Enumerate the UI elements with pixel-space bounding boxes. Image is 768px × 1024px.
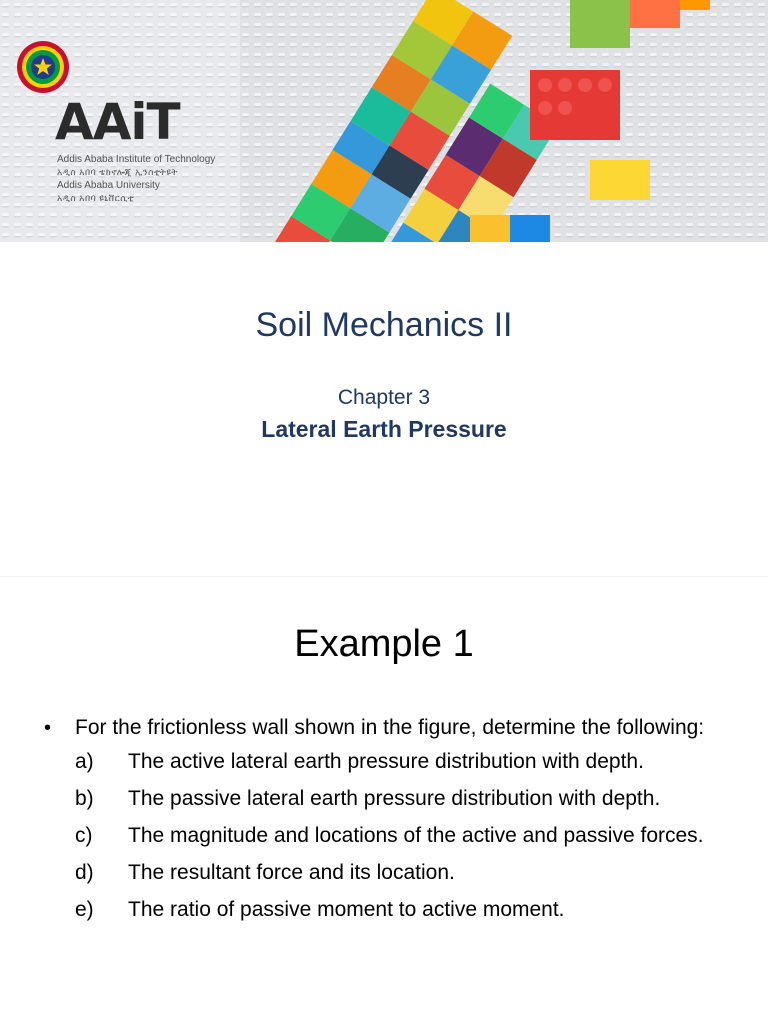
logo-line-3: Addis Ababa University xyxy=(57,180,160,191)
bullet-dot-icon: • xyxy=(44,717,52,739)
sub-item-marker: d) xyxy=(75,861,94,884)
logo-line-2: አዲስ አበባ ቴክኖሎጂ ኢንስቲትዩት xyxy=(57,167,178,177)
lego-bricks-photo xyxy=(240,0,768,242)
sub-item-marker: a) xyxy=(75,750,94,773)
chapter-label: Chapter 3 xyxy=(337,386,431,409)
example-slide xyxy=(0,577,768,1024)
sub-item-text: The passive lateral earth pressure distribution with depth. xyxy=(128,787,661,810)
sub-item-b xyxy=(75,784,740,814)
sub-item-a xyxy=(75,747,740,777)
logo-line-1: Addis Ababa Institute of Technology xyxy=(57,154,216,165)
bullet-item xyxy=(40,713,740,925)
sub-item-d xyxy=(75,858,740,888)
banner-logo-panel xyxy=(0,0,240,242)
logo-line-4: አዲስ አበባ ዩኒቨርሲቲ xyxy=(57,193,135,203)
sub-item-list xyxy=(75,747,740,925)
sub-item-e xyxy=(75,895,740,925)
sub-item-marker: c) xyxy=(75,824,93,847)
sub-item-marker: e) xyxy=(75,898,94,921)
sub-item-c xyxy=(75,821,740,851)
chapter-title: Lateral Earth Pressure xyxy=(261,416,507,442)
sub-item-text: The ratio of passive moment to active moment. xyxy=(128,898,565,921)
bullet-list xyxy=(40,713,740,932)
sub-item-text: The active lateral earth pressure distribution with depth. xyxy=(128,750,644,773)
aait-wordmark: AAiT xyxy=(55,93,180,151)
sub-item-marker: b) xyxy=(75,787,94,810)
header-banner xyxy=(0,0,768,242)
sub-item-text: The resultant force and its location. xyxy=(128,861,455,884)
deck-title: Soil Mechanics II xyxy=(255,306,513,344)
example-title: Example 1 xyxy=(294,623,474,665)
lego-bricks-illustration xyxy=(240,0,768,242)
sub-item-text: The magnitude and locations of the active and passive forces. xyxy=(128,824,704,847)
bullet-text: For the frictionless wall shown in the figure, determine the following: xyxy=(75,716,705,739)
university-emblem-icon xyxy=(16,40,70,94)
